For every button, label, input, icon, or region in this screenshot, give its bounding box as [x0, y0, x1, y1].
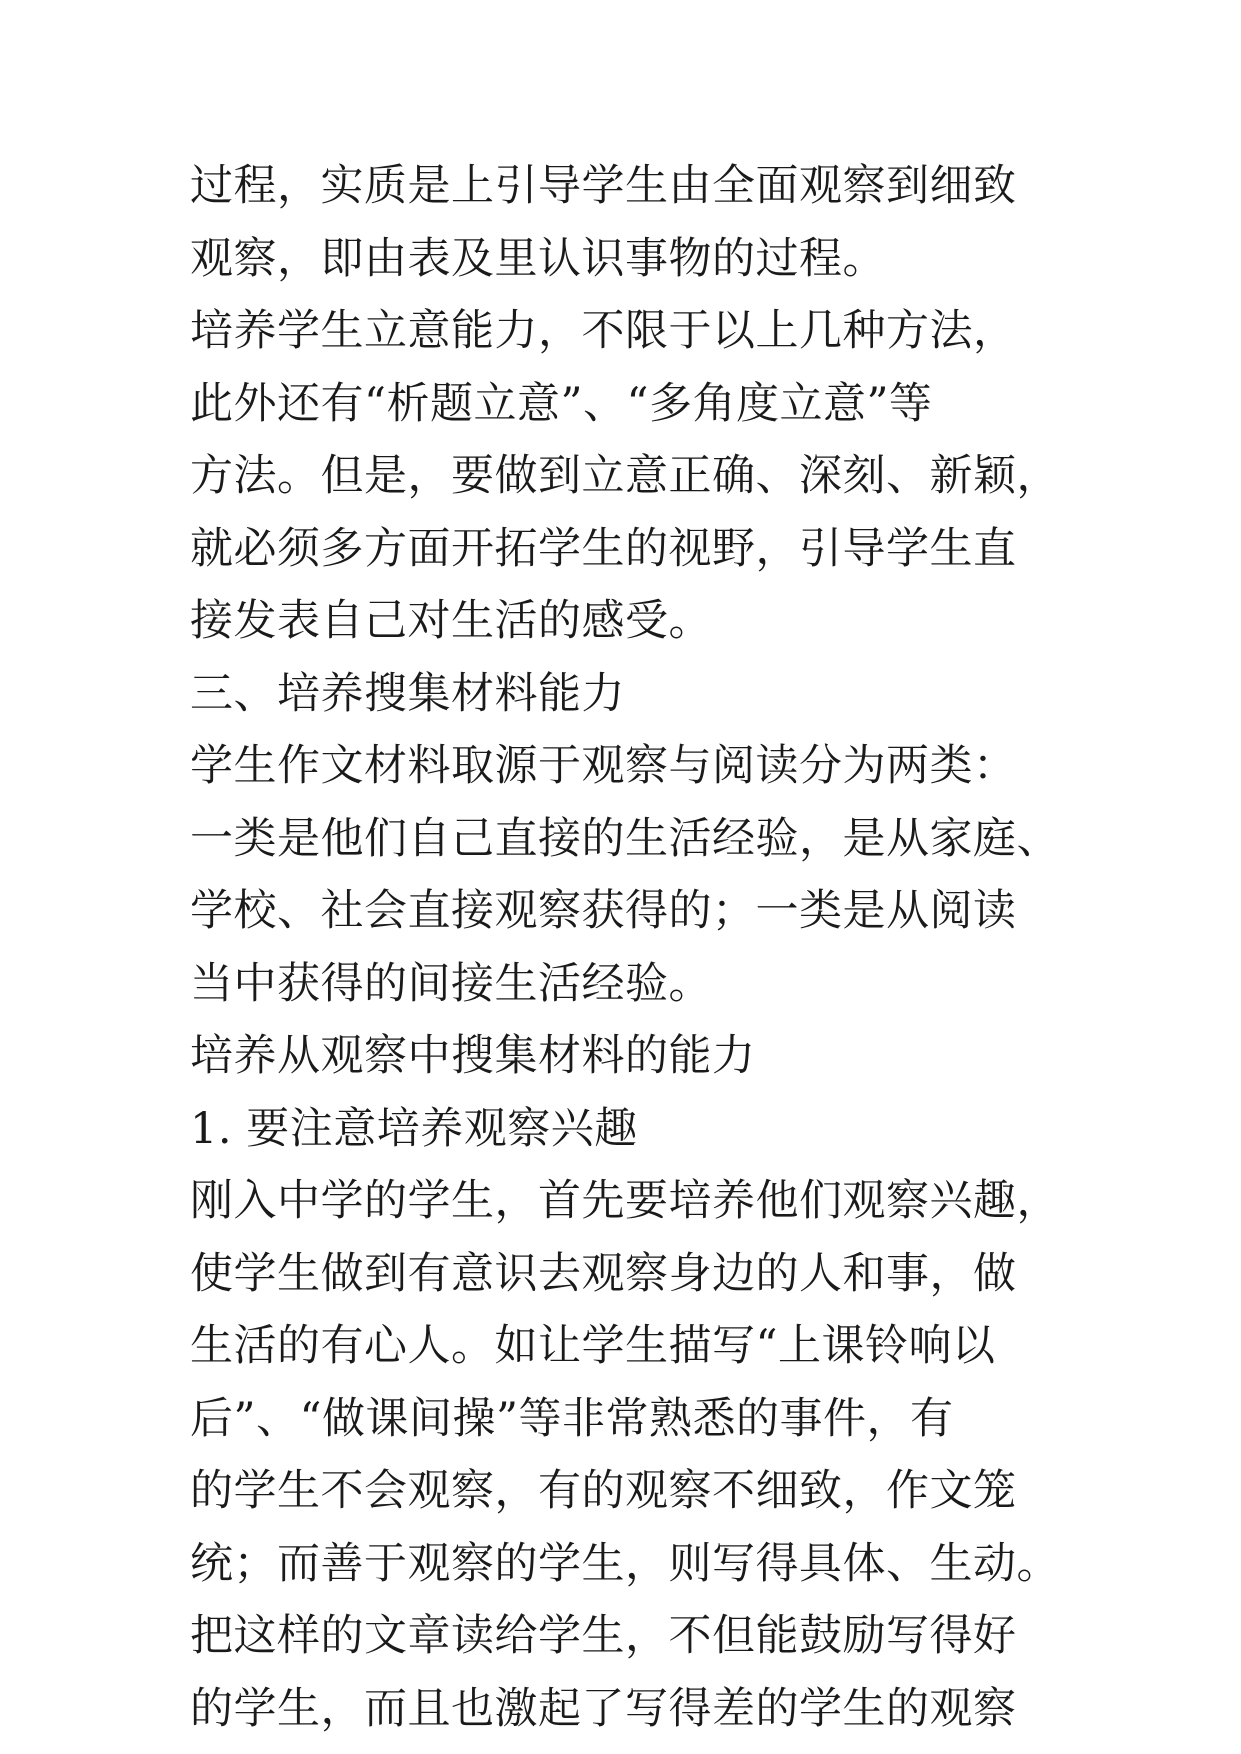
text-line: 的学生不会观察，有的观察不细致，作文笼 [190, 1466, 1017, 1516]
text-line: 培养学生立意能力，不限于以上几种方法， [190, 306, 1017, 356]
body-text [190, 150, 1070, 1745]
text-line: 学校、社会直接观察获得的；一类是从阅读 [190, 886, 1017, 936]
text-line: 统；而善于观察的学生，则写得具体、生动。 [190, 1538, 1060, 1589]
text-line: 接发表自己对生活的感受。 [190, 596, 712, 646]
text-line: 过程，实质是上引导学生由全面观察到细致 [190, 161, 1017, 211]
text-line: 后”、“做课间操”等非常熟悉的事件，有 [190, 1393, 954, 1444]
text-line: 此外还有“析题立意”、“多角度立意”等 [190, 378, 933, 429]
text-line: 学生作文材料取源于观察与阅读分为两类： [190, 741, 1017, 791]
section-heading: 三、培养搜集材料能力 [190, 668, 625, 719]
subsection-heading: 培养从观察中搜集材料的能力 [190, 1031, 756, 1081]
text-line: 刚入中学的学生，首先要培养他们观察兴趣， [190, 1176, 1060, 1226]
text-line: 的学生，而且也激起了写得差的学生的观察 [190, 1683, 1017, 1734]
text-line: 方法。但是，要做到立意正确、深刻、新颖， [190, 451, 1060, 501]
text-line: 一类是他们自己直接的生活经验，是从家庭、 [190, 813, 1060, 864]
text-line: 就必须多方面开拓学生的视野，引导学生直 [190, 523, 1017, 574]
text-line: 当中获得的间接生活经验。 [190, 958, 712, 1009]
list-item-heading: 1. 要注意培养观察兴趣 [190, 1103, 638, 1154]
text-line: 观察，即由表及里认识事物的过程。 [190, 233, 886, 284]
text-line: 使学生做到有意识去观察身边的人和事，做 [190, 1248, 1017, 1299]
text-line: 生活的有心人。如让学生描写“上课铃响以 [190, 1321, 996, 1371]
text-line: 把这样的文章读给学生，不但能鼓励写得好 [190, 1611, 1017, 1661]
